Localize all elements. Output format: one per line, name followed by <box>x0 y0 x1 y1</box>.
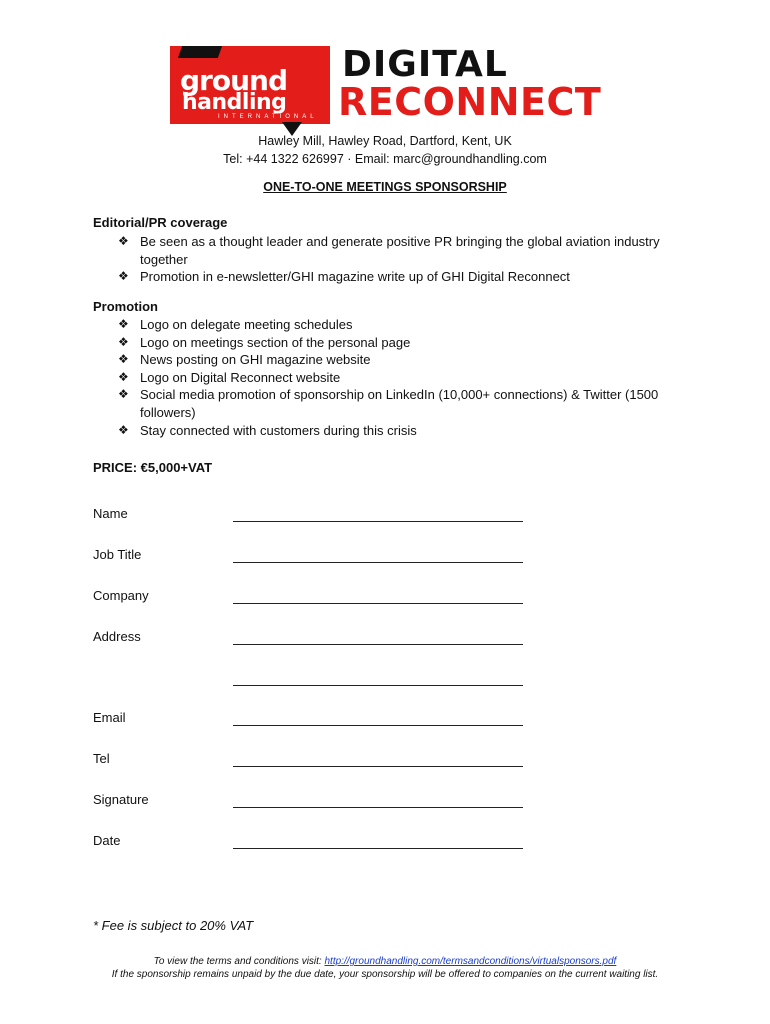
waiting-list-note: If the sponsorship remains unpaid by the due date, your sponsorship will be offered to companies on the current waiting list. <box>111 969 659 980</box>
logo-word-international: INTERNATIONAL <box>218 114 318 120</box>
list-item <box>118 334 678 352</box>
date-field-label: Date <box>93 833 121 848</box>
signature-field-line[interactable] <box>233 807 523 808</box>
job-title-field-line[interactable] <box>233 562 523 563</box>
editorial-heading: Editorial/PR coverage <box>93 215 228 230</box>
name-field-line[interactable] <box>233 521 523 522</box>
address-field-row <box>93 629 533 649</box>
signature-field-row <box>93 792 533 812</box>
ground-handling-logo-box <box>170 46 330 124</box>
name-field-row <box>93 506 533 526</box>
list-item <box>118 369 678 387</box>
tel-field-line[interactable] <box>233 766 523 767</box>
name-field-label: Name <box>93 506 128 521</box>
price-label: PRICE: €5,000+VAT <box>93 460 213 475</box>
fee-note: * Fee is subject to 20% VAT <box>93 918 254 933</box>
list-item-text: News posting on GHI magazine website <box>140 352 371 368</box>
diamond-bullet-icon: ❖ <box>118 352 129 367</box>
list-item-text: Stay connected with customers during this crisis <box>140 422 417 438</box>
list-item <box>118 351 678 369</box>
terms-link[interactable]: http://groundhandling.com/termsandconditions/virtualsponsors.pdf <box>324 956 617 967</box>
diamond-bullet-icon: ❖ <box>118 317 129 331</box>
list-item <box>118 386 678 421</box>
email-field-row <box>93 710 533 730</box>
diamond-bullet-icon: ❖ <box>118 422 129 437</box>
date-field-row <box>93 833 533 853</box>
date-field-line[interactable] <box>233 848 523 849</box>
list-item-text: Logo on meetings section of the personal page <box>140 334 411 350</box>
list-item <box>118 422 678 440</box>
list-item-text: Logo on delegate meeting schedules <box>140 317 353 332</box>
email-field-label: Email <box>93 710 126 725</box>
logo-word-ground: ground <box>180 64 287 97</box>
contact-line: Tel: +44 1322 626997 · Email: marc@groundhandling.com <box>223 152 547 166</box>
list-item <box>118 233 678 268</box>
list-item-text: Logo on Digital Reconnect website <box>140 369 341 385</box>
list-item-text: Social media promotion of sponsorship on LinkedIn (10,000+ connections) & Twitter (1500 followers) <box>140 387 659 420</box>
tel-field-row <box>93 751 533 771</box>
logo-word-reconnect: RECONNECT <box>338 80 602 124</box>
diamond-bullet-icon: ❖ <box>118 269 129 284</box>
logo-word-handling: handling <box>182 90 287 115</box>
address-field-label: Address <box>93 629 141 644</box>
job-title-field-label: Job Title <box>93 547 142 562</box>
address-field-line-2[interactable] <box>233 685 523 686</box>
promotion-list <box>118 316 678 439</box>
diamond-bullet-icon: ❖ <box>118 234 129 248</box>
list-item <box>118 316 678 334</box>
company-field-label: Company <box>93 588 149 603</box>
company-field-line[interactable] <box>233 603 523 604</box>
terms-prefix: To view the terms and conditions visit: <box>153 956 325 967</box>
email-field-line[interactable] <box>233 725 523 726</box>
address-line: Hawley Mill, Hawley Road, Dartford, Kent, UK <box>258 134 512 148</box>
editorial-list <box>118 233 678 286</box>
job-title-field-row <box>93 547 533 567</box>
address-field-line-1[interactable] <box>233 644 523 645</box>
signature-field-label: Signature <box>93 792 149 807</box>
terms-line <box>0 956 770 967</box>
promotion-heading: Promotion <box>93 299 158 314</box>
list-item-text: Be seen as a thought leader and generate positive PR bringing the global aviation industry together <box>140 234 660 267</box>
logo-word-digital: DIGITAL <box>342 44 508 85</box>
page-title: ONE-TO-ONE MEETINGS SPONSORSHIP <box>263 180 507 194</box>
logo-accent-shape <box>178 46 222 58</box>
tel-field-label: Tel <box>93 751 110 766</box>
company-field-row <box>93 588 533 608</box>
diamond-bullet-icon: ❖ <box>118 334 129 349</box>
digital-reconnect-logo <box>170 42 610 132</box>
diamond-bullet-icon: ❖ <box>118 369 129 384</box>
list-item <box>118 268 678 286</box>
address-field-row-2 <box>93 670 533 690</box>
diamond-bullet-icon: ❖ <box>118 387 129 402</box>
list-item-text: Promotion in e-newsletter/GHI magazine write up of GHI Digital Reconnect <box>140 269 570 285</box>
